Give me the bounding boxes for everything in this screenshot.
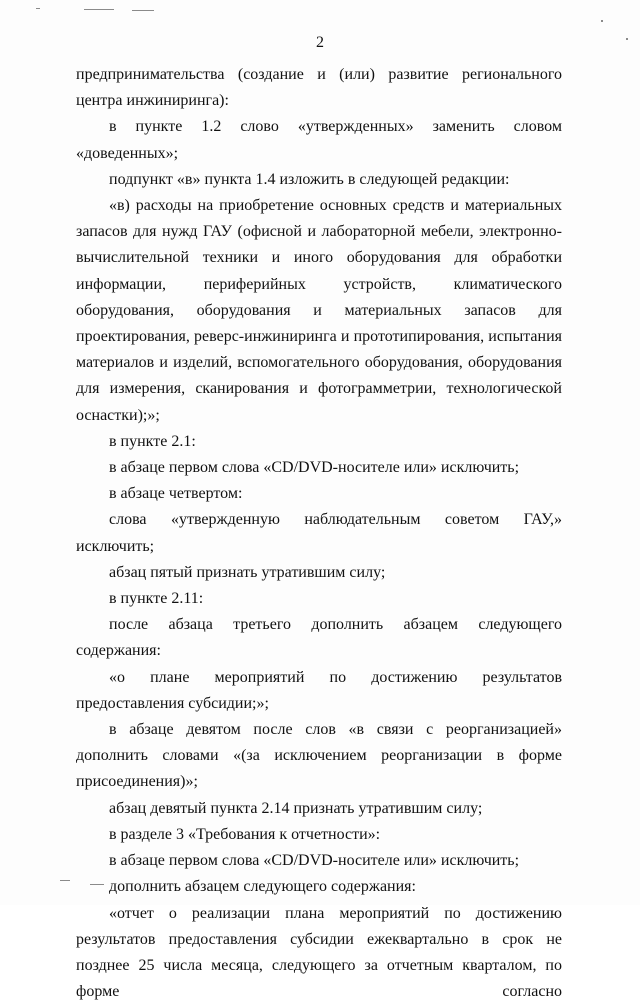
scan-artifact [60,880,70,881]
paragraph: «отчет о реализации плана мероприятий по достижению результатов предоставления субсидии ежеквартально в срок не позднее 25 числа месяца, следующего за отчетным кварталом, по форме согласно [76,901,562,1005]
paragraph: в разделе 3 «Требования к отчетности»: [76,822,562,848]
paragraph: «о плане мероприятий по достижению результатов предоставления субсидии;»; [76,665,562,717]
paragraph: после абзаца третьего дополнить абзацем следующего содержания: [76,612,562,664]
scan-artifact [132,10,154,11]
paragraph: в абзаце четвертом: [76,481,562,507]
paragraph: абзац девятый пункта 2.14 признать утратившим силу; [76,796,562,822]
paragraph: в абзаце первом слова «CD/DVD-носителе или» исключить; [76,455,562,481]
page-number: 2 [0,34,640,52]
paragraph: абзац пятый признать утратившим силу; [76,560,562,586]
paragraph: в абзаце девятом после слов «в связи с реорганизацией» дополнить словами «(за исключением реорганизации в форме присоединения)»; [76,717,562,796]
paragraph: в пункте 1.2 слово «утвержденных» заменить словом «доведенных»; [76,114,562,166]
paragraph: подпункт «в» пункта 1.4 изложить в следующей редакции: [76,167,562,193]
paragraph: дополнить абзацем следующего содержания: [76,874,562,900]
paragraph: в пункте 2.1: [76,429,562,455]
paragraph: предпринимательства (создание и (или) развитие регионального центра инжиниринга): [76,62,562,114]
scan-artifact [84,9,114,10]
paragraph: слова «утвержденную наблюдательным советом ГАУ,» исключить; [76,507,562,559]
paragraph: в абзаце первом слова «CD/DVD-носителе или» исключить; [76,848,562,874]
document-body [76,62,562,1005]
scan-artifact [601,20,603,22]
paragraph: в пункте 2.11: [76,586,562,612]
scan-artifact [36,8,40,9]
paragraph: «в) расходы на приобретение основных средств и материальных запасов для нужд ГАУ (офисной и лабораторной мебели, электронно-вычислительной техники и иного оборудования для обработки информации, периферийных устройств, климатического оборудования, оборудования и материальных запасов для проектирования, реверс-инжиниринга и прототипирования, испытания материалов и изделий, вспомогательного оборудования, оборудования для измерения, сканирования и фотограмметрии, технологической оснастки);»; [76,193,562,429]
